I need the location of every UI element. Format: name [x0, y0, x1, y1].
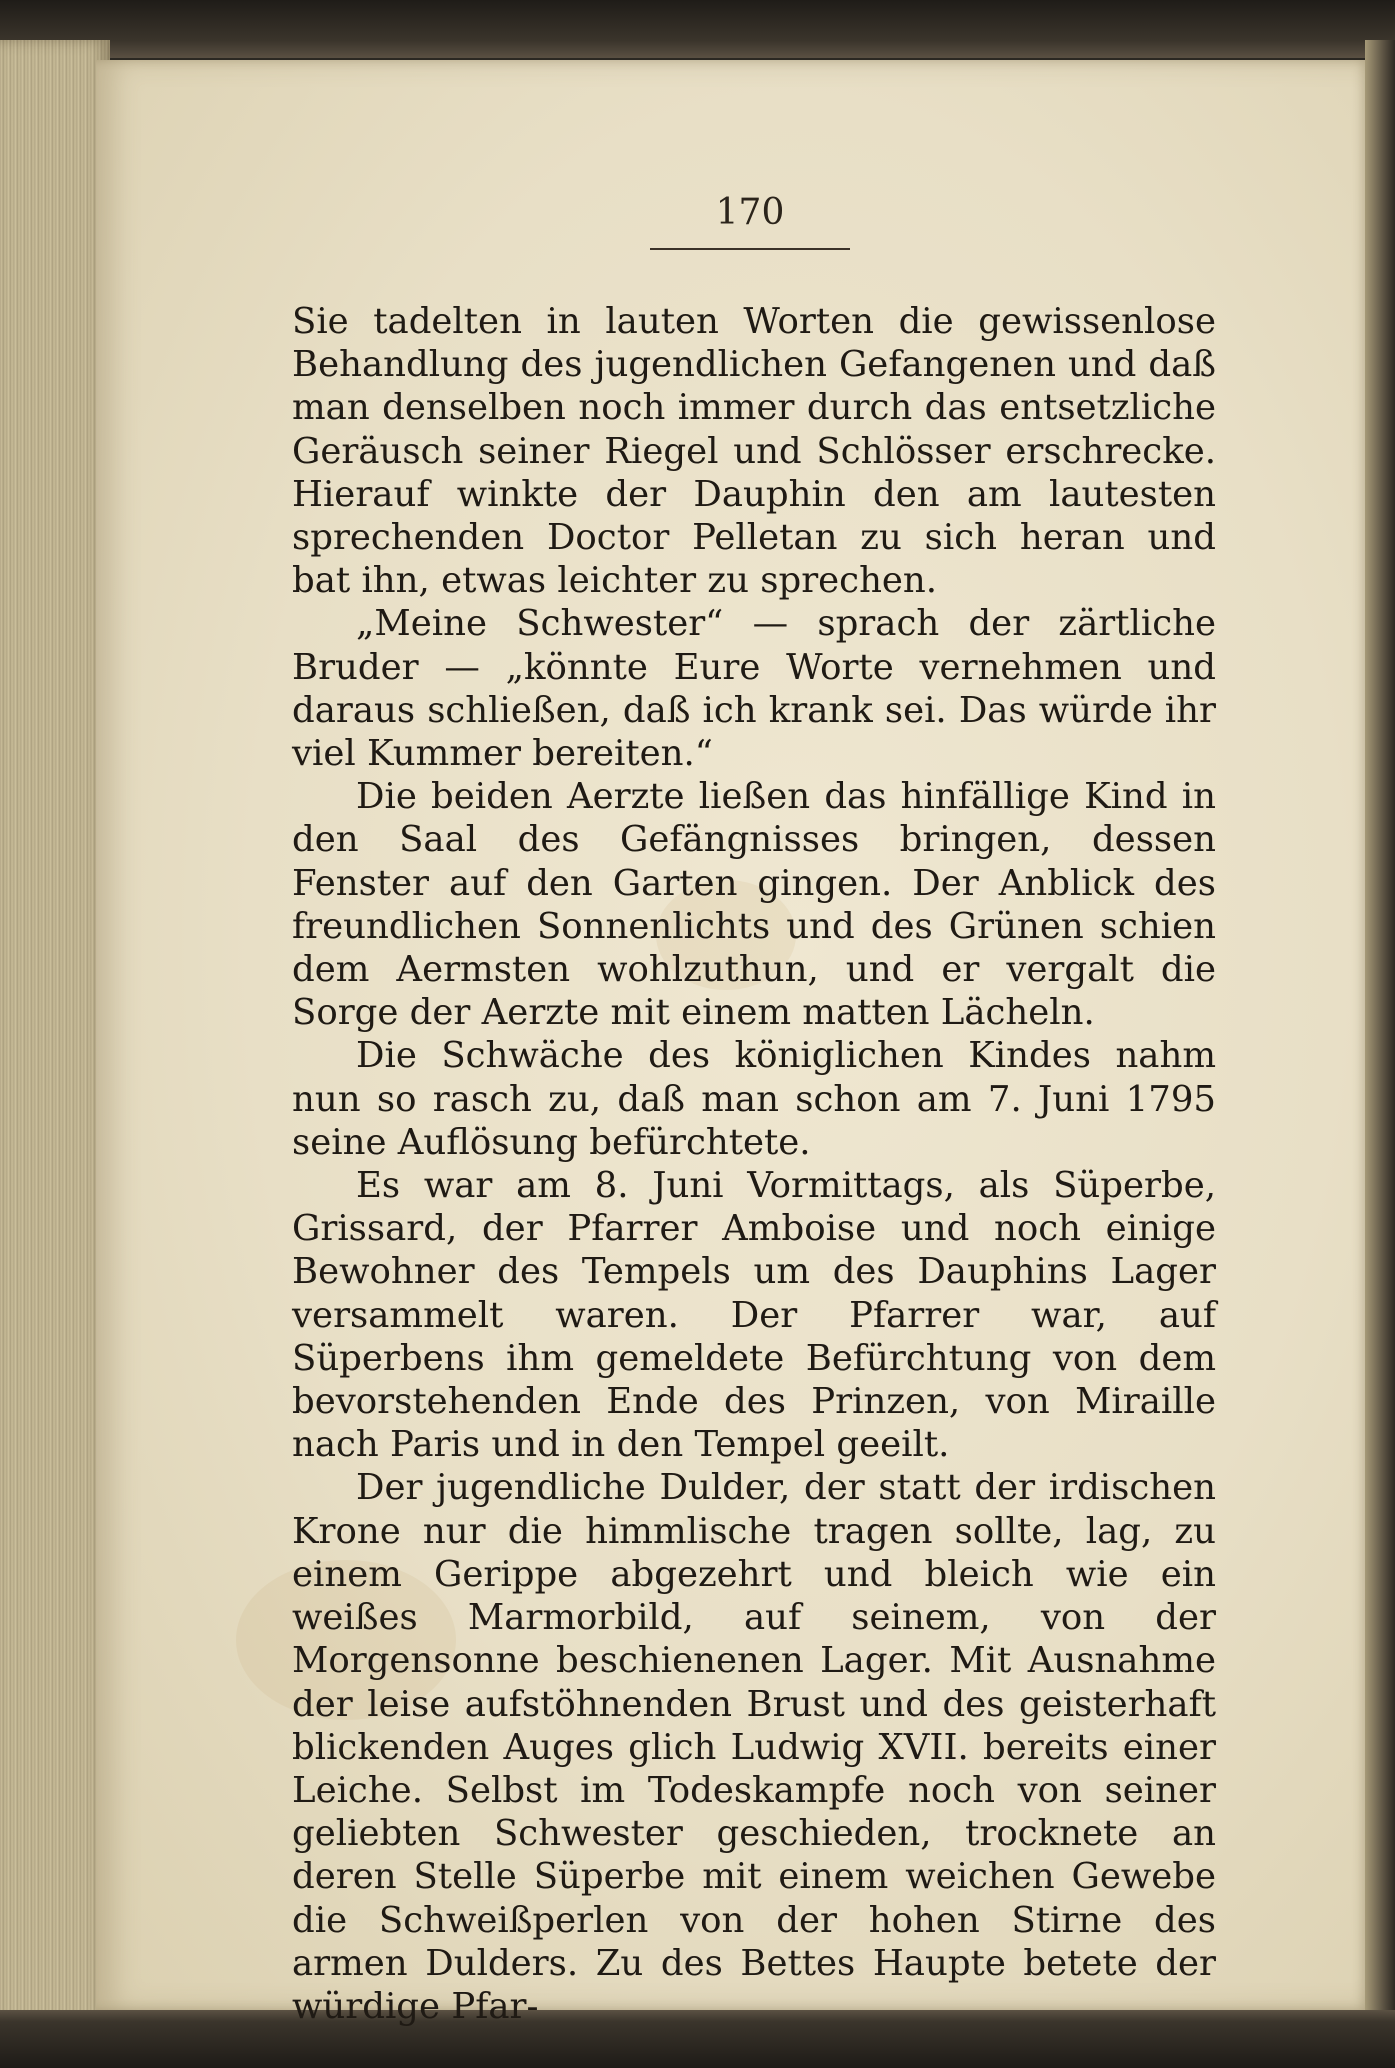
page-edges [0, 40, 110, 2025]
paragraph: „Meine Schwester“ — sprach der zärtliche Bruder — „könnte Eure Worte vernehmen und daraus schließen, daß ich krank sei. Das würde ihr viel Kummer bereiten.“ [292, 603, 1216, 775]
header-rule [650, 248, 850, 250]
paragraph: Es war am 8. Juni Vormittags, als Süperbe, Grissard, der Pfarrer Amboise und noch einige Bewohner des Tempels um des Dauphins Lager versammelt waren. Der Pfarrer war, auf Süperbens ihm gemeldete Befürchtung von dem bevorstehenden Ende des Prinzen, von Miraille nach Paris und in den Tempel geeilt. [292, 1165, 1216, 1466]
page-right-edge [1365, 40, 1395, 2025]
paragraph: Sie tadelten in lauten Worten die gewissenlose Behandlung des jugendlichen Gefangenen und daß man denselben noch immer durch das entsetzliche Geräusch seiner Riegel und Schlösser erschrecke. Hierauf winkte der Dauphin den am lautesten sprechenden Doctor Pelletan zu sich heran und bat ihn, etwas leichter zu sprechen. [292, 301, 1216, 602]
paragraph: Die Schwäche des königlichen Kindes nahm nun so rasch zu, daß man schon am 7. Juni 1795 seine Auflösung befürchtete. [292, 1035, 1216, 1163]
page-number: 170 [715, 192, 785, 233]
paragraph: Die beiden Aerzte ließen das hinfällige Kind in den Saal des Gefängnisses bringen, dessen Fenster auf den Garten gingen. Der Anblick des freundlichen Sonnenlichts und des Grünen schien dem Aermsten wohlzuthun, und er vergalt die Sorge der Aerzte mit einem matten Lächeln. [292, 776, 1216, 1034]
paragraph: Der jugendliche Dulder, der statt der irdischen Krone nur die himmlische tragen sollte, lag, zu einem Gerippe abgezehrt und bleich wie ein weißes Marmorbild, auf seinem, von der Morgensonne beschienenen Lager. Mit Ausnahme der leise aufstöhnenden Brust und des geisterhaft blickenden Auges glich Ludwig XVII. bereits einer Leiche. Selbst im Todeskampfe noch von seiner geliebten Schwester geschieden, trocknete an deren Stelle Süperbe mit einem weichen Gewebe die Schweißperlen von der hohen Stirne des armen Dulders. Zu des Bettes Haupte betete der würdige Pfar- [292, 1467, 1216, 2027]
body-text [292, 300, 1216, 2028]
book-cover-top [0, 0, 1395, 58]
